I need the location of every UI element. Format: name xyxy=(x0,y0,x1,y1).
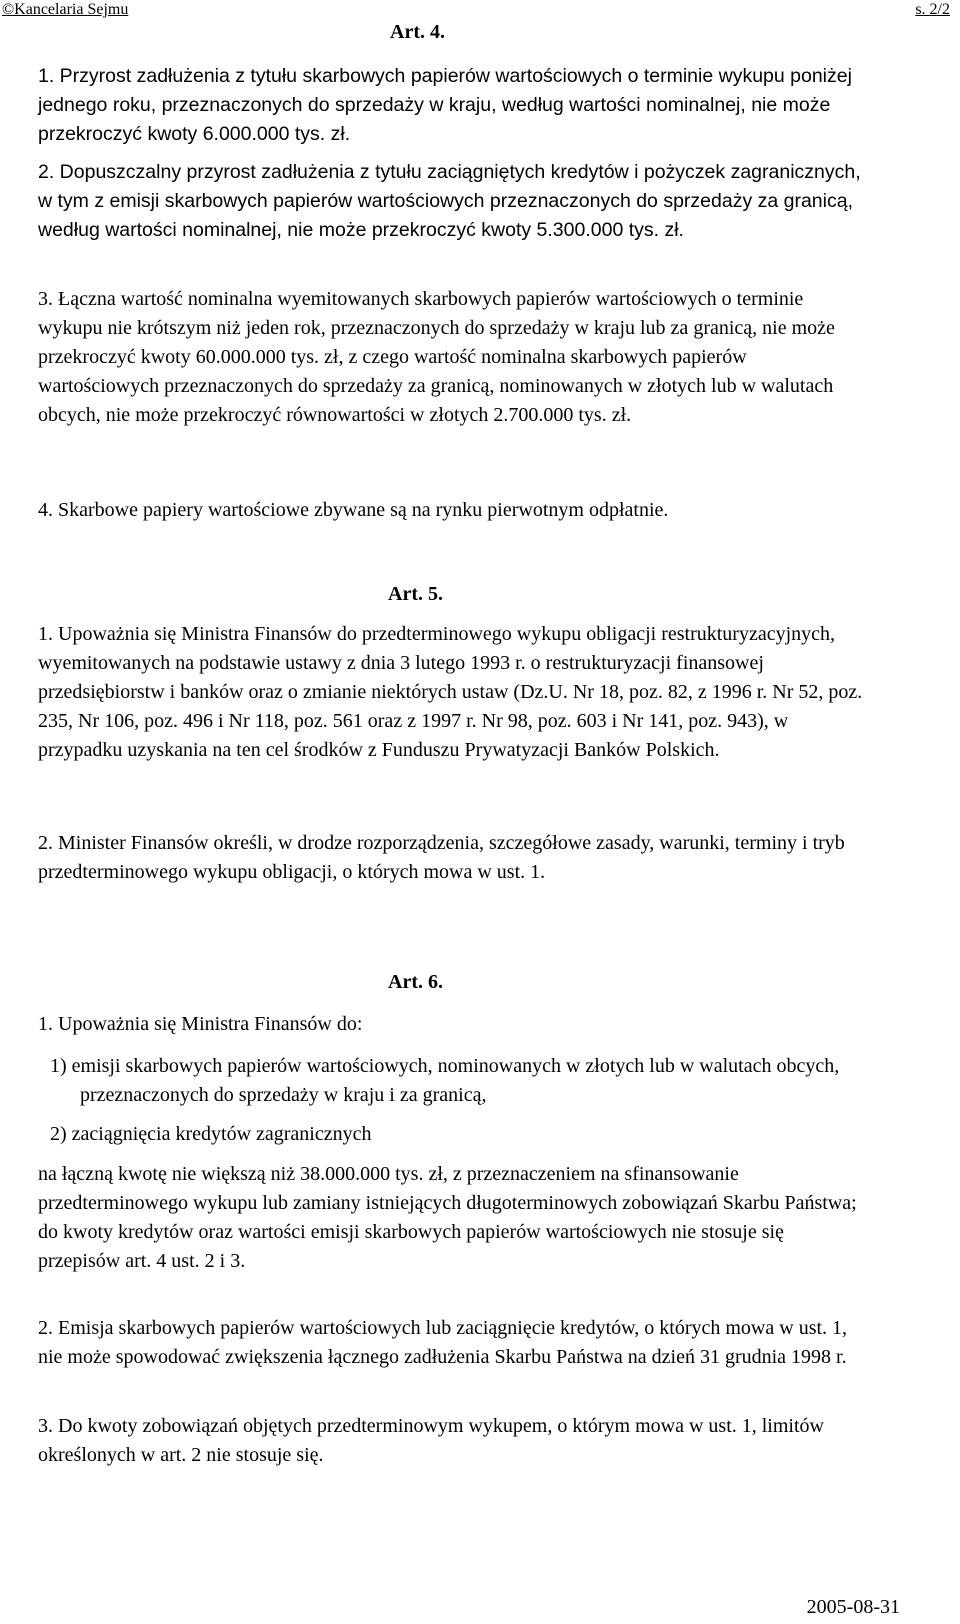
art4-paragraph-1: 1. Przyrost zadłużenia z tytułu skarbowych papierów wartościowych o terminie wykupu poniżej jednego roku, przeznaczonych do sprzedaży w kraju, według wartości nominalnej, nie może przekroczyć kwoty 6.000.000 tys. zł. xyxy=(38,65,852,145)
footer-date: 2005-08-31 xyxy=(806,1596,900,1618)
header-source: ©Kancelaria Sejmu xyxy=(2,1,129,18)
art6-item-1: 1) emisji skarbowych papierów wartościowych, nominowanych w złotych lub w walutach obcych, przeznaczonych do sprzedaży w kraju i za granicą, xyxy=(50,1055,840,1106)
article-4-title: Art. 4. xyxy=(390,21,445,43)
art5-paragraph-2: 2. Minister Finansów określi, w drodze rozporządzenia, szczegółowe zasady, warunki, terminy i tryb przedterminowego wykupu obligacji, o których mowa w ust. 1. xyxy=(38,832,845,883)
art6-paragraph-2: 2. Emisja skarbowych papierów wartościowych lub zaciągnięcie kredytów, o których mowa w ust. 1, nie może spowodować zwiększenia łącznego zadłużenia Skarbu Państwa na dzień 31 grudnia 1998 r. xyxy=(38,1317,848,1368)
article-6-title: Art. 6. xyxy=(388,971,443,993)
art6-item-2: 2) zaciągnięcia kredytów zagranicznych xyxy=(50,1123,372,1145)
art4-paragraph-4: 4. Skarbowe papiery wartościowe zbywane są na rynku pierwotnym odpłatnie. xyxy=(38,499,669,521)
art4-paragraph-2: 2. Dopuszczalny przyrost zadłużenia z tytułu zaciągniętych kredytów i pożyczek zagranicznych, w tym z emisji skarbowych papierów wartościowych przeznaczonych do sprzedaży za granicą, według wartości nominalnej, nie może przekroczyć kwoty 5.300.000 tys. zł. xyxy=(38,161,861,241)
art4-paragraph-3: 3. Łączna wartość nominalna wyemitowanych skarbowych papierów wartościowych o terminie wykupu nie krótszym niż jeden rok, przeznaczonych do sprzedaży w kraju lub za granicą, nie może przekroczyć kwoty 60.000.000 tys. zł, z czego wartość nominalna skarbowych papierów wartościowych przeznaczonych do sprzedaży za granicą, nominowanych w złotych lub w walutach obcych, nie może przekroczyć równowartości w złotych 2.700.000 tys. zł. xyxy=(38,288,835,426)
art6-paragraph-1-continuation: na łączną kwotę nie większą niż 38.000.000 tys. zł, z przeznaczeniem na sfinansowanie przedterminowego wykupu lub zamiany istniejących długoterminowych zobowiązań Skarbu Państwa; do kwoty kredytów oraz wartości emisji skarbowych papierów wartościowych nie stosuje się przepisów art. 4 ust. 2 i 3. xyxy=(38,1163,857,1272)
article-5-title: Art. 5. xyxy=(388,583,443,605)
art6-paragraph-1: 1. Upoważnia się Ministra Finansów do: xyxy=(38,1013,363,1035)
art5-paragraph-1: 1. Upoważnia się Ministra Finansów do przedterminowego wykupu obligacji restrukturyzacyjnych, wyemitowanych na podstawie ustawy z dnia 3 lutego 1993 r. o restrukturyzacji finansowej przedsiębiorstw i banków oraz o zmianie niektórych ustaw (Dz.U. Nr 18, poz. 82, z 1996 r. Nr 52, poz. 235, Nr 106, poz. 496 i Nr 118, poz. 561 oraz z 1997 r. Nr 98, poz. 603 i Nr 141, poz. 943), w przypadku uzyskania na ten cel środków z Funduszu Prywatyzacji Banków Polskich. xyxy=(38,623,863,761)
art6-paragraph-3: 3. Do kwoty zobowiązań objętych przedterminowym wykupem, o którym mowa w ust. 1, limitów określonych w art. 2 nie stosuje się. xyxy=(38,1415,824,1466)
header-page-number: s. 2/2 xyxy=(915,1,950,18)
